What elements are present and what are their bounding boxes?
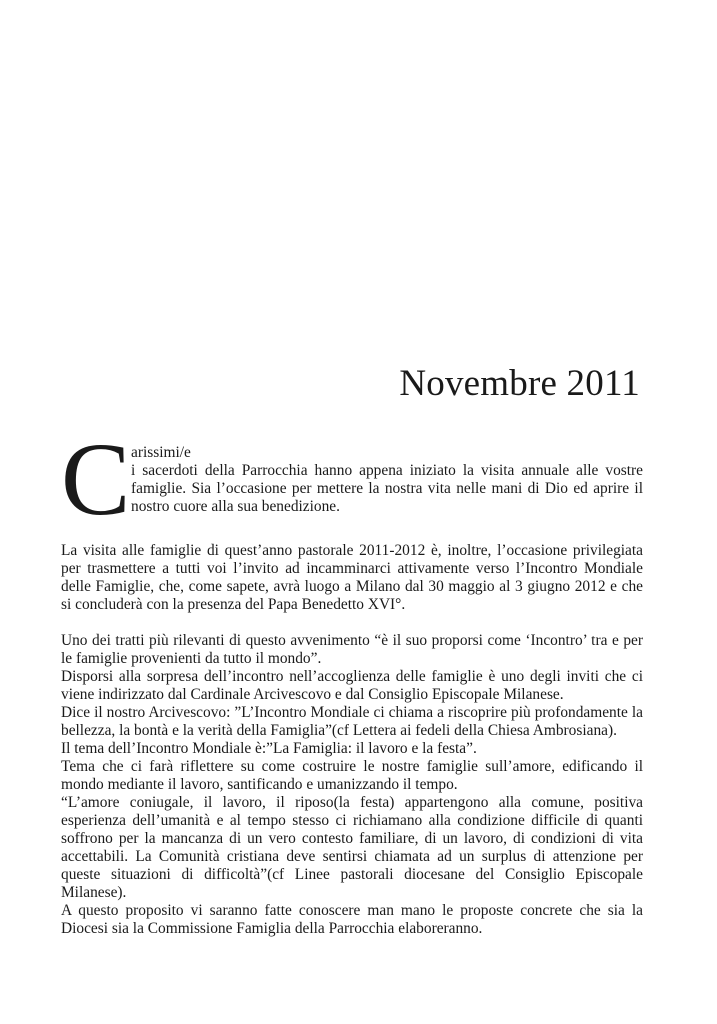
paragraph-proposals: A questo proposito vi saranno fatte conoscere man mano le proposte concrete che sia la Diocesi sia la Commissione Famiglia della Parrocchia elaboreranno. xyxy=(61,902,643,937)
paragraph-archbishop-quote: Dice il nostro Arcivescovo: ”L’Incontro Mondiale ci chiama a riscoprire più profondamente la bellezza, la bontà e la verità della Famiglia”(cf Lettera ai fedeli della Chiesa Ambrosiana). xyxy=(61,704,643,739)
paragraph-reflection: Tema che ci farà riflettere su come costruire le nostre famiglie sull’amore, edificando il mondo mediante il lavoro, santificando e umanizzando il tempo. xyxy=(61,758,643,793)
paragraph-conjugal-love: “L’amore coniugale, il lavoro, il riposo(la festa) appartengono alla comune, positiva esperienza dell’umanità e al tempo stesso ci richiamano alla condizione difficile di quanti soffrono per la mancanza di un vero contesto familiare, di un lavoro, di condizioni di vita accettabili. La Comunità cristiana deve sentirsi chiamata ad un surplus di attenzione per queste situazioni di difficoltà”(cf Linee pastorali diocesane del Consiglio Episcopale Milanese). xyxy=(61,794,643,901)
paragraph-pastoral-year: La visita alle famiglie di quest’anno pastorale 2011-2012 è, inoltre, l’occasione privilegiata per trasmettere a tutti voi l’invito ad incamminarci attivamente verso l’Incontro Mondiale delle Famiglie, che, come sapete, avrà luogo a Milano dal 30 maggio al 3 giugno 2012 e che si concluderà con la presenza del Papa Benedetto XVI°. xyxy=(61,542,643,613)
paragraph-gap xyxy=(61,614,643,632)
letter-intro xyxy=(61,422,643,537)
salutation: arissimi/e xyxy=(131,444,191,461)
paragraph-gap xyxy=(61,524,643,542)
drop-cap: C xyxy=(61,422,131,537)
letter-body xyxy=(61,422,643,938)
page-title: Novembre 2011 xyxy=(399,363,640,404)
paragraph-surprise: Disporsi alla sorpresa dell’incontro nell’accoglienza delle famiglie è uno degli inviti che ci viene indirizzato dal Cardinale Arcivescovo e dal Consiglio Episcopale Milanese. xyxy=(61,668,643,703)
paragraph-theme: Il tema dell’Incontro Mondiale è:”La Famiglia: il lavoro e la festa”. xyxy=(61,740,477,757)
paragraph-event-traits: Uno dei tratti più rilevanti di questo avvenimento “è il suo proporsi come ‘Incontro’ tra e per le famiglie provenienti da tutto il mondo”. xyxy=(61,632,643,667)
intro-paragraph: i sacerdoti della Parrocchia hanno appena iniziato la visita annuale alle vostre famiglie. Sia l’occasione per mettere la nostra vita nelle mani di Dio ed aprire il nostro cuore alla sua benedizione. xyxy=(131,462,643,515)
